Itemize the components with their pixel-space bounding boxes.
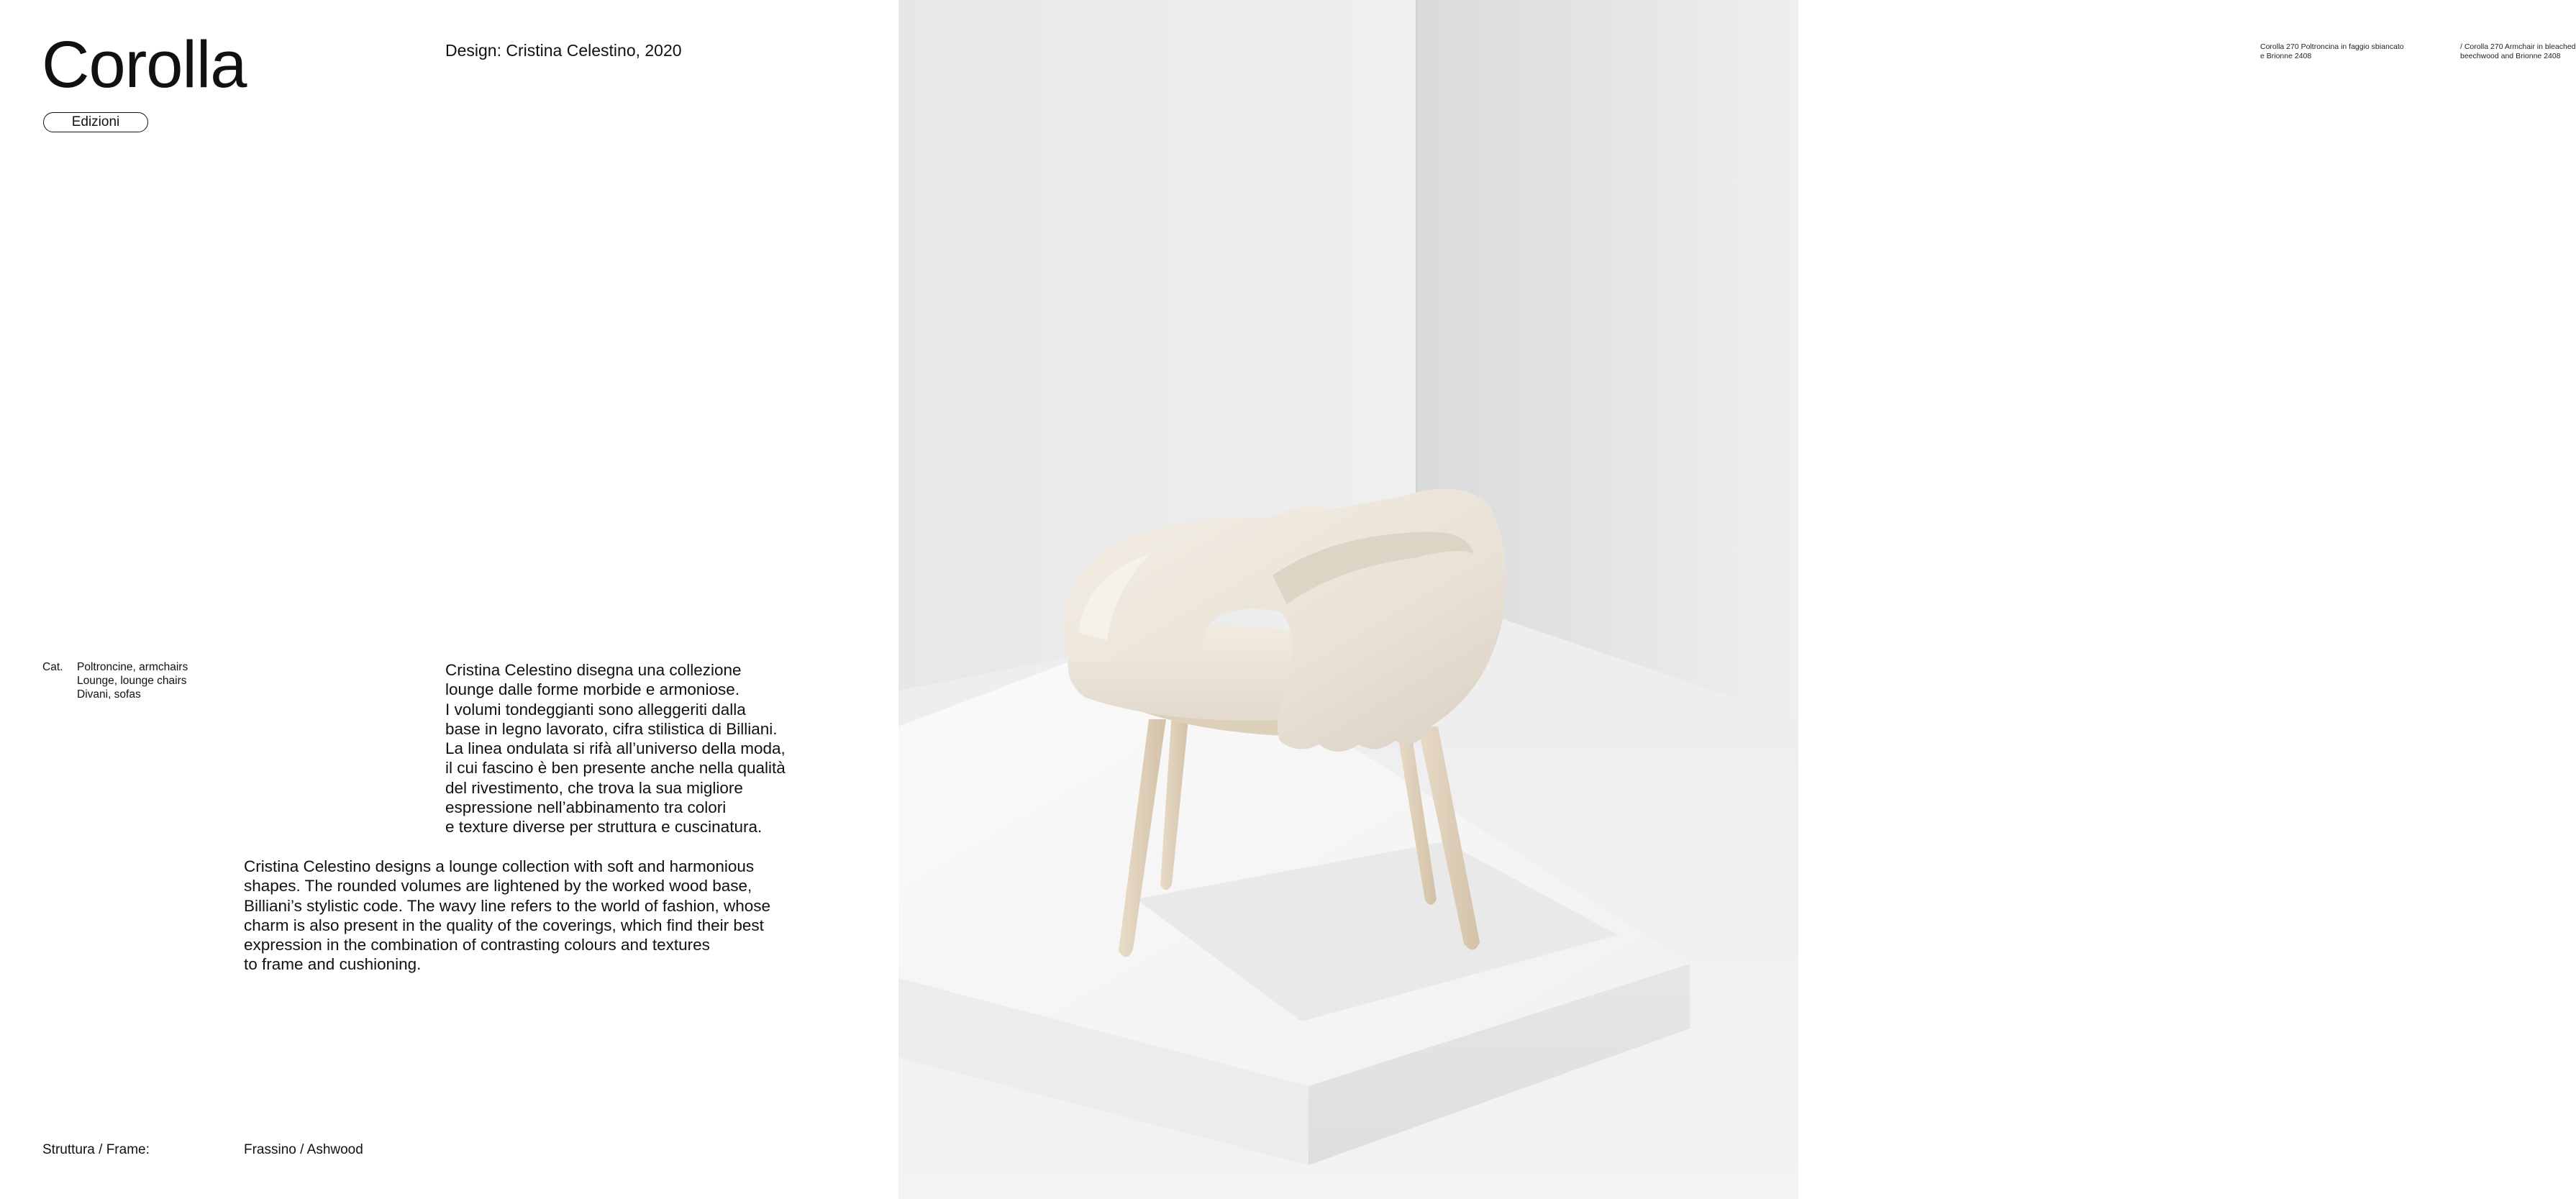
italian-line: del rivestimento, che trova la sua migliore [445,778,743,797]
italian-line: espressione nell’abbinamento tra colori [445,798,727,817]
caption-line: beechwood and Brionne 2408 [2460,52,2561,60]
category-label: Cat. [42,661,63,673]
english-line: expression in the combination of contrasting colours and textures [244,936,710,954]
armchair-photo [898,0,1798,1199]
english-line: Billiani’s stylistic code. The wavy line refers to the world of fashion, whose [244,896,771,915]
italian-line: il cui fascino è ben presente anche nella qualità [445,759,786,778]
caption-line: / Corolla 270 Armchair in bleached [2460,42,2576,51]
italian-line: I volumi tondeggianti sono alleggeriti dalla [445,700,746,719]
english-line: shapes. The rounded volumes are lightened by the worked wood base, [244,877,752,895]
product-title: Corolla [42,28,247,101]
english-line: to frame and cushioning. [244,955,422,974]
english-line: Cristina Celestino designs a lounge collection with soft and harmonious [244,857,755,875]
design-credit: Design: Cristina Celestino, 2020 [445,41,682,60]
category-item: Poltroncine, armchairs [77,661,188,673]
english-line: charm is also present in the quality of the coverings, which find their best [244,916,764,934]
frame-value: Frassino / Ashwood [244,1142,363,1157]
caption-line: e Brionne 2408 [2260,52,2312,60]
left-page [0,0,898,1199]
category-item: Lounge, lounge chairs [77,675,187,687]
italian-line: Cristina Celestino disegna una collezione [445,661,742,679]
edition-badge: Edizioni [43,112,148,132]
frame-label: Struttura / Frame: [42,1142,150,1157]
italian-description [445,660,848,837]
photo-caption-english [2460,42,2576,61]
italian-line: lounge dalle forme morbide e armoniose. [445,680,739,699]
italian-line: e texture diverse per struttura e cuscinatura. [445,818,763,836]
english-description [244,857,848,975]
category-list [77,660,250,701]
category-item: Divani, sofas [77,688,141,701]
italian-line: base in legno lavorato, cifra stilistica di Billiani. [445,719,778,738]
caption-line: Corolla 270 Poltroncina in faggio sbiancato [2260,42,2404,51]
right-page [898,0,2576,1199]
photo-caption-italian [2260,42,2404,61]
italian-line: La linea ondulata si rifà all’universo della moda, [445,739,786,758]
